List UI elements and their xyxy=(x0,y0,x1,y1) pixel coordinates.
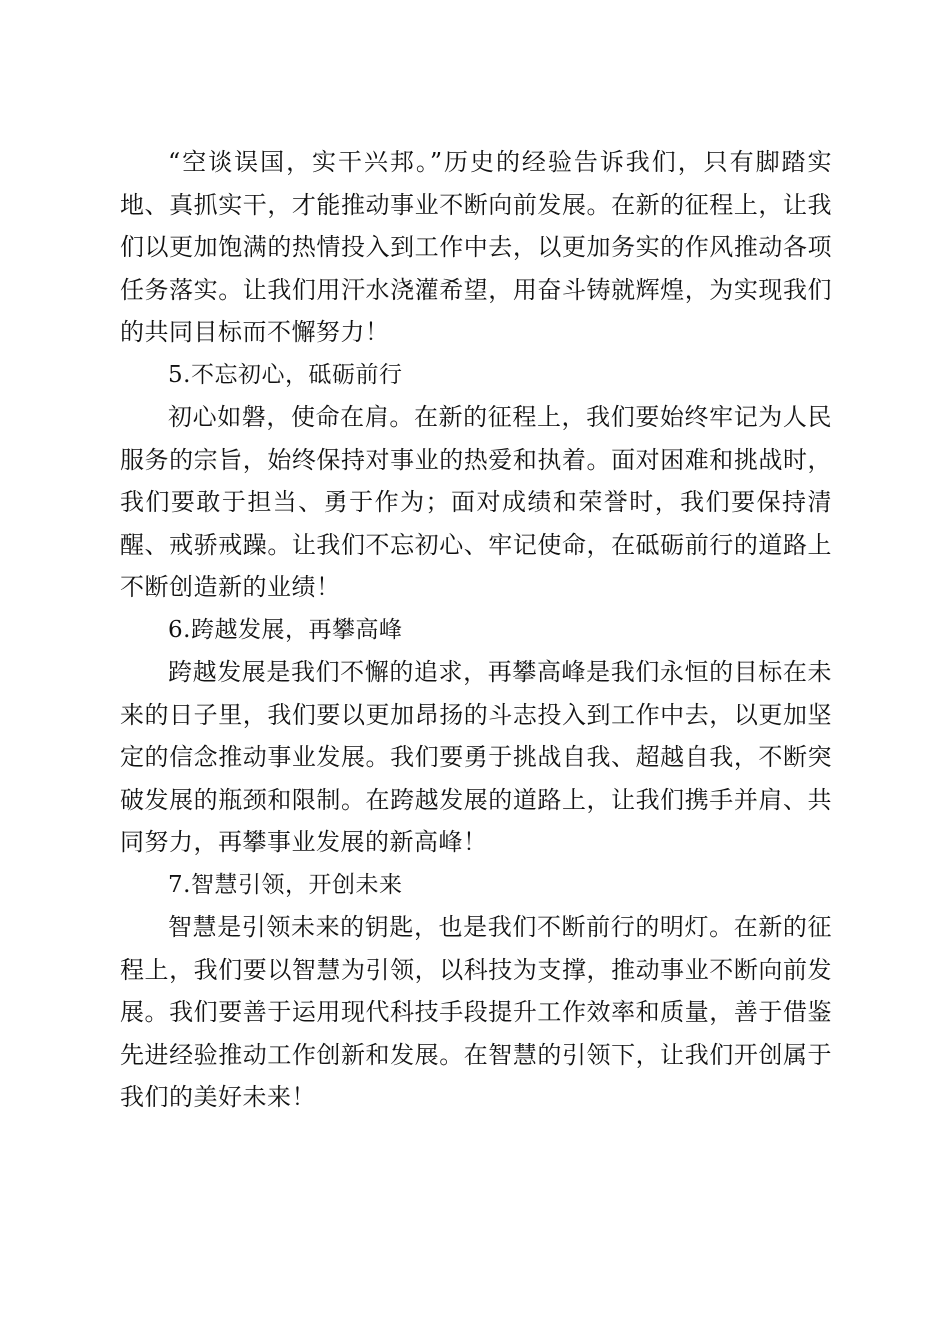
paragraph-leapfrog-development: 跨越发展是我们不懈的追求，再攀高峰是我们永恒的目标在未来的日子里，我们要以更加昂扬的斗志投入到工作中去，以更加坚定的信念推动事业发展。我们要勇于挑战自我、超越自我，不断突破发展的瓶颈和限制。在跨越发展的道路上，让我们携手并肩、共同努力，再攀事业发展的新高峰！ xyxy=(120,658,832,856)
paragraph-practical-work: “空谈误国，实干兴邦。”历史的经验告诉我们，只有脚踏实地、真抓实干，才能推动事业不断向前发展。在新的征程上，让我们以更加饱满的热情投入到工作中去，以更加务实的作风推动各项任务落实。让我们用汗水浇灌希望，用奋斗铸就辉煌，为实现我们的共同目标而不懈努力！ xyxy=(120,148,832,346)
section-heading-6: 6.跨越发展，再攀高峰 xyxy=(168,616,403,643)
paragraph-wisdom-leading: 智慧是引领未来的钥匙，也是我们不断前行的明灯。在新的征程上，我们要以智慧为引领，以科技为支撑，推动事业不断向前发展。我们要善于运用现代科技手段提升工作效率和质量，善于借鉴先进经验推动工作创新和发展。在智慧的引领下，让我们开创属于我们的美好未来！ xyxy=(120,913,832,1111)
section-heading-7: 7.智慧引领，开创未来 xyxy=(168,871,403,898)
document-body xyxy=(120,141,832,1119)
section-heading-5: 5.不忘初心，砥砺前行 xyxy=(168,361,403,388)
paragraph-original-aspiration: 初心如磐，使命在肩。在新的征程上，我们要始终牢记为人民服务的宗旨，始终保持对事业的热爱和执着。面对困难和挑战时，我们要敢于担当、勇于作为；面对成绩和荣誉时，我们要保持清醒、戒骄戒躁。让我们不忘初心、牢记使命，在砥砺前行的道路上不断创造新的业绩！ xyxy=(120,403,832,601)
